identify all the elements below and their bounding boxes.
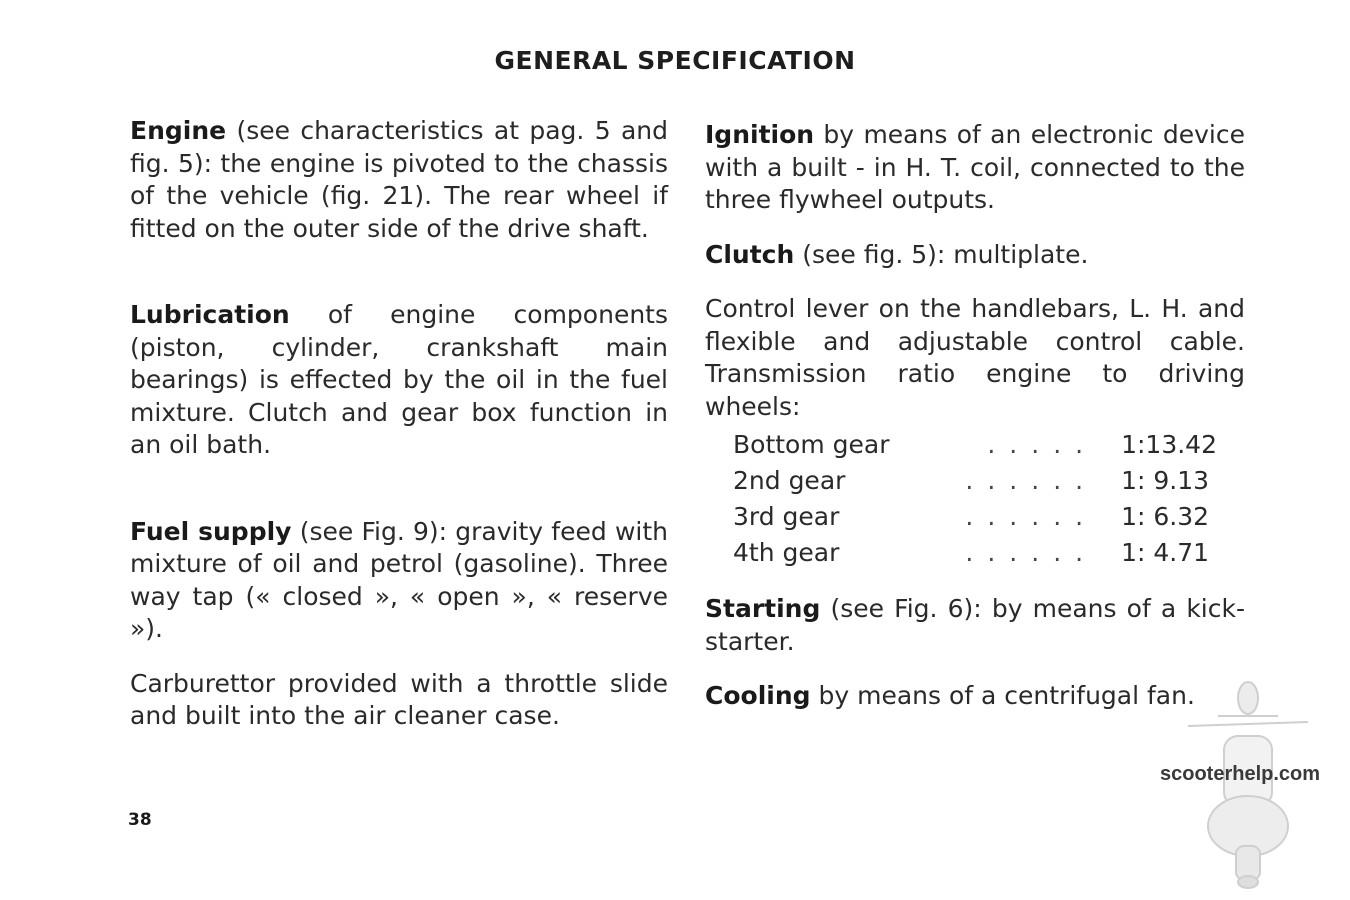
watermark-text: scooterhelp.com — [1160, 763, 1321, 785]
lubrication-text: of engine components (piston, cylinder, crankshaft main bearings) is effected by the oil in the fuel mixture. Clutch and gear box function in an oil bath. — [130, 300, 668, 459]
gear-name: 4th gear — [733, 537, 840, 567]
right-column — [705, 119, 1245, 713]
engine-heading: Engine — [130, 116, 227, 145]
gear-ratio: 1: 9.13 — [1121, 465, 1210, 495]
gear-ratio: 1: 6.32 — [1121, 501, 1210, 531]
gear-name: 2nd gear — [733, 465, 846, 495]
clutch-paragraph — [705, 239, 1245, 272]
cooling-heading: Cooling — [705, 681, 811, 710]
engine-paragraph — [130, 115, 668, 245]
control-text: Control lever on the handlebars, L. H. and flexible and adjustable control cable. Transmission ratio engine to driving wheels: — [705, 294, 1245, 421]
clutch-text: (see fig. 5): multiplate. — [802, 239, 1089, 269]
ignition-paragraph — [705, 119, 1245, 217]
gear-leader-dots: ...... — [965, 465, 1098, 495]
gear-leader-dots: ..... — [987, 429, 1098, 459]
carburettor-paragraph — [130, 668, 668, 733]
gear-row — [733, 463, 1217, 499]
gear-ratio: 1:13.42 — [1121, 429, 1217, 459]
cooling-text: by means of a centrifugal fan. — [818, 681, 1195, 710]
gear-name: 3rd gear — [733, 501, 840, 531]
clutch-heading: Clutch — [705, 239, 795, 269]
fuel-supply-paragraph — [130, 516, 668, 646]
gear-row — [733, 427, 1217, 463]
page-number: 38 — [128, 810, 152, 830]
page-title: GENERAL SPECIFICATION — [494, 46, 856, 75]
gear-ratio-table — [733, 427, 1217, 571]
lubrication-paragraph — [130, 299, 668, 462]
gear-row — [733, 535, 1217, 571]
ignition-heading: Ignition — [705, 120, 815, 149]
starting-text: (see Fig. 6): by means of a kick-starter. — [705, 594, 1245, 656]
ignition-text: by means of an electronic device with a built - in H. T. coil, connected to the three flywheel outputs. — [705, 120, 1245, 214]
left-column — [130, 115, 668, 733]
gear-name: Bottom gear — [733, 429, 890, 459]
gear-leader-dots: ...... — [965, 501, 1098, 531]
fuel-supply-heading: Fuel supply — [130, 516, 292, 546]
control-paragraph — [705, 293, 1245, 423]
fuel-supply-text: (see Fig. 9): gravity feed with mixture of oil and petrol (gasoline). Three way tap (« closed », « open », « reserve »). — [130, 516, 668, 643]
lubrication-heading: Lubrication — [130, 300, 290, 329]
gear-ratio: 1: 4.71 — [1121, 537, 1210, 567]
starting-paragraph — [705, 593, 1245, 658]
gear-row — [733, 499, 1217, 535]
gear-leader-dots: ...... — [965, 537, 1098, 567]
carburettor-text: Carburettor provided with a throttle slide and built into the air cleaner case. — [130, 668, 668, 730]
engine-text: (see characteristics at pag. 5 and fig. 5): the engine is pivoted to the chassis of the vehicle (fig. 21). The rear wheel if fitted on the outer side of the drive shaft. — [130, 116, 669, 243]
starting-heading: Starting — [705, 594, 821, 623]
